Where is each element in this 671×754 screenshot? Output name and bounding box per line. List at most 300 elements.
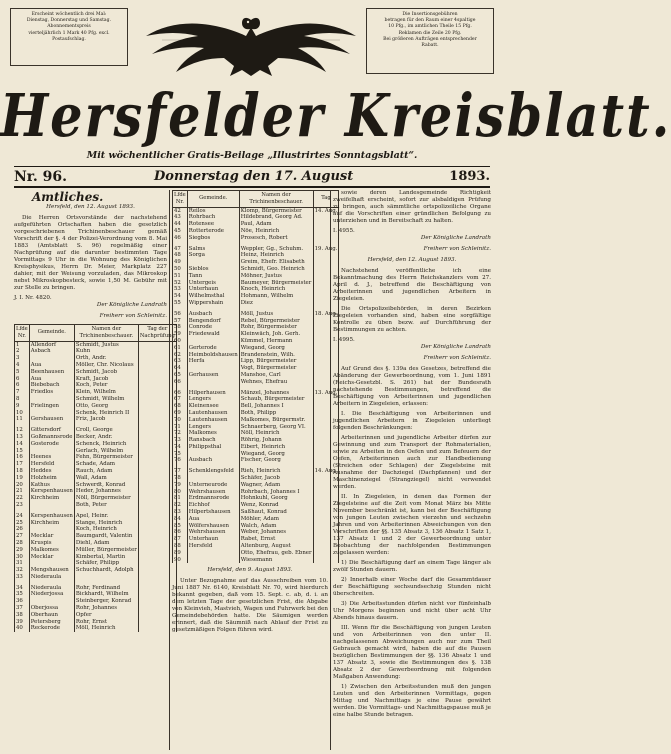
row-inspector: Diez <box>239 300 313 307</box>
table-row <box>173 207 339 214</box>
row-date <box>138 448 176 455</box>
row-number: 24 <box>15 513 30 520</box>
row-number: 73 <box>173 437 188 444</box>
table-row <box>15 403 177 410</box>
row-number: 1 <box>15 341 30 348</box>
row-number: 47 <box>173 246 188 253</box>
row-inspector: Schäfer, Jacob <box>239 475 313 482</box>
table-row <box>15 495 177 502</box>
row-number: 77 <box>173 468 188 475</box>
row-community: Mecklar <box>29 554 74 561</box>
row-number: 28 <box>15 540 30 547</box>
row-number: 78 <box>173 475 188 482</box>
row-number: 83 <box>173 509 188 516</box>
row-community: Herfa <box>187 358 239 365</box>
row-community: Aua <box>29 362 74 369</box>
row-number: 84 <box>173 516 188 523</box>
row-number: 65 <box>173 372 188 379</box>
row-number: 44 <box>173 221 188 228</box>
paragraph: 2) Innerhalb einer Woche darf die Gesammtdauer der Beschäftigung sechsundsechzig Stunden nicht überschreiten. <box>333 577 491 597</box>
row-community <box>187 557 239 564</box>
row-number: 43 <box>173 214 188 221</box>
row-inspector: Otto, Ehefrau, geb. Ebner <box>240 549 312 556</box>
row-date <box>138 560 176 567</box>
row-date <box>138 369 176 376</box>
table-row <box>173 252 339 259</box>
col-header: Gemeinde. <box>29 325 74 342</box>
row-community: Gosterode <box>29 441 74 448</box>
row-inspector: Friz, Jacob <box>74 416 138 423</box>
table-row <box>173 266 339 273</box>
row-number: 25 <box>15 520 30 527</box>
row-date <box>138 612 176 619</box>
row-inspector: Greim, Ehefr. Elisabeth <box>239 259 313 266</box>
row-community: Kerspenhausen <box>30 512 73 519</box>
row-inspector: Rohr, Ernst <box>74 619 138 626</box>
row-date <box>138 554 176 561</box>
row-inspector: Croll, George <box>74 427 138 434</box>
right-box-line: Rabatt. <box>421 43 439 49</box>
table-row <box>173 358 339 365</box>
row-number: 6 <box>15 376 30 383</box>
row-inspector: Orth, Andr. <box>74 355 138 362</box>
row-inspector: Schade, Adam <box>74 461 138 468</box>
paragraph: II. In Ziegeleien, in denen das Formen der Ziegelsteine auf die Zeit vom Monat März bis Mitte November beschränkt ist, kann bei der Beschäftigung von jungen Leuten zwischen vierzehn und sechzehn Jahren und von Arbeiterinnen Abweichungen von den Vorschriften der §§. 135 Absatz 3, 136 Absatz 1 Satz 1, 137 Absatz 1 und 2 der Gewerbeordnung unter Beobachtung der nachfolgenden Bestimmungen zugelassen werden: <box>333 494 491 556</box>
intro-place-date: Hersfeld, den 12. August 1893. <box>46 204 135 210</box>
row-inspector: Klomp, Bürgermeister <box>239 207 313 214</box>
signature-title: Der Königliche Landrath <box>96 302 167 308</box>
row-inspector: Koch, Heinrich <box>74 526 138 533</box>
row-inspector: Rauch, Adam <box>74 468 138 475</box>
register-table-2 <box>172 190 339 563</box>
reference-number: I. 4955. <box>333 228 355 234</box>
row-inspector: Bickhardt, Wilhelm <box>74 591 138 598</box>
row-inspector: Wiegand, Georg <box>239 451 313 458</box>
row-date <box>138 468 176 475</box>
row-number: 62 <box>173 352 188 359</box>
row-community: Mecklar <box>29 533 74 540</box>
row-community: Oberjossa <box>29 605 74 612</box>
row-inspector: Both, Philipp <box>239 410 313 417</box>
row-date: 13. Aug. <box>314 389 338 396</box>
row-number: 31 <box>15 560 30 567</box>
row-community: Kirchheim <box>29 495 74 502</box>
row-community <box>187 451 239 458</box>
row-community <box>29 560 74 567</box>
row-inspector: Paul, Adam <box>239 221 313 228</box>
row-inspector: Nöe, Heinrich <box>239 228 313 235</box>
row-number: 13 <box>15 434 30 441</box>
row-number: 53 <box>173 286 188 293</box>
header-rule-bottom <box>14 186 490 188</box>
col-header: Lfde Nr. <box>173 191 188 208</box>
row-inspector: Müller, Bürgermeister <box>75 546 137 553</box>
row-community: Reilos <box>187 207 239 214</box>
row-number: 23 <box>15 502 30 509</box>
row-date <box>138 441 176 448</box>
table-row <box>173 372 339 379</box>
issue-line <box>14 169 490 185</box>
row-inspector: Wagner, Adam <box>239 482 313 489</box>
row-community <box>29 448 74 455</box>
table-row <box>173 228 339 235</box>
row-number: 12 <box>15 427 30 434</box>
issue-number: Nr. 96. <box>14 169 67 185</box>
row-inspector: Nöll, Bürgermeister <box>74 495 138 502</box>
table-row <box>15 585 177 592</box>
row-date: 18. Aug. <box>314 310 338 317</box>
table-row <box>173 273 339 280</box>
table-row <box>173 557 339 564</box>
left-box-line: Abonnementspreis <box>47 24 91 30</box>
row-community: Rohrbach <box>187 214 239 221</box>
row-community <box>187 338 239 345</box>
row-inspector: Gerlach, Wilhelm <box>74 448 138 455</box>
row-date <box>138 348 176 355</box>
row-community: Kruspis <box>29 540 74 547</box>
row-inspector: Becker, Andr. <box>74 434 138 441</box>
signature-title: Der Königliche Landrath <box>420 344 491 350</box>
row-number: 59 <box>173 331 188 338</box>
row-number: 75 <box>173 451 188 458</box>
table-row <box>173 482 339 489</box>
place-date: Hersfeld, den 12. August 1893. <box>367 257 457 263</box>
row-date <box>138 396 176 403</box>
row-inspector: Knoch, Heinrich <box>239 286 313 293</box>
row-number: 79 <box>173 482 188 489</box>
table-row <box>15 448 177 455</box>
row-community: Allendorf <box>29 341 74 348</box>
row-community: Tann <box>187 273 239 280</box>
paragraph: Arbeiterinnen und jugendliche Arbeiter dürfen zur Gewinnung und zum Transport der Rohmaterialien, sowie zu Arbeiten in den Oefen und zum Befeuern der Oefen, Arbeiterinnen auch zur Handbedienung (Streichen oder Schlagen) der Ziegelsteine mit Ausnahme der Dachziegel (Dachpfannen) und der Maschinenziegel (Strangziegel) nicht verwendet werden. <box>333 435 491 490</box>
row-number: 46 <box>173 235 188 242</box>
reference-number: I. 4995. <box>333 337 355 343</box>
row-community: Philippsthal <box>187 444 239 451</box>
row-date <box>138 382 176 389</box>
row-inspector: Möll, Heinrich <box>74 625 138 632</box>
row-number: 37 <box>15 605 30 612</box>
row-number: 26 <box>15 526 30 533</box>
row-community: Mengshausen <box>29 567 74 574</box>
row-number: 61 <box>173 345 188 352</box>
row-number: 64 <box>173 365 188 372</box>
row-inspector: Baumgardt, Valentin <box>74 533 138 540</box>
table-row <box>15 554 177 561</box>
table-row <box>173 352 339 359</box>
row-date <box>138 585 176 592</box>
row-number: 36 <box>15 598 30 605</box>
table-row <box>173 390 339 397</box>
row-community: Schenklengsfeld <box>187 468 239 475</box>
column-3 <box>333 190 491 750</box>
row-community: Heimboldshausen <box>188 351 238 358</box>
row-inspector: Heinz, Heinrich <box>239 252 313 259</box>
row-number: 86 <box>173 529 188 536</box>
table-row <box>173 523 339 530</box>
table-row <box>173 214 339 221</box>
table-row <box>15 468 177 475</box>
row-date <box>138 619 176 626</box>
row-inspector: Kümmel, Hermann <box>239 338 313 345</box>
row-community: Ausbach <box>187 311 239 318</box>
row-number: 66 <box>173 379 188 386</box>
row-community: Heenes <box>29 454 74 461</box>
row-inspector: Weber, Johannes <box>239 529 313 536</box>
row-number: 11 <box>15 416 30 423</box>
table-row <box>15 619 177 626</box>
row-community <box>187 259 239 266</box>
row-inspector: Schäfer, Philipp <box>74 560 138 567</box>
row-number: 56 <box>173 311 188 318</box>
signature-title: Der Königliche Landrath <box>420 235 491 241</box>
row-inspector: Klein, Wilhelm <box>74 389 138 396</box>
row-number: 4 <box>15 362 30 369</box>
row-inspector: Wall, Adam <box>74 475 138 482</box>
row-community: Niederjossa <box>29 591 74 598</box>
row-community <box>187 379 239 386</box>
row-inspector: Möller, Chr. Nicolaus <box>74 362 138 369</box>
row-number: 7 <box>15 389 30 396</box>
row-number: 5 <box>15 369 30 376</box>
row-date <box>138 605 176 612</box>
row-date <box>138 513 176 520</box>
row-inspector: Rohrbach, Johannes I <box>239 489 313 496</box>
row-date <box>138 389 176 396</box>
row-community: Kirchheim <box>29 520 74 527</box>
row-community <box>29 355 74 362</box>
issue-year: 1893. <box>449 169 490 184</box>
row-community <box>187 475 239 482</box>
section-heading: Amtliches. <box>32 190 104 204</box>
row-community: Hersfeld <box>187 543 239 550</box>
table-row <box>15 410 177 417</box>
table-row <box>173 502 339 509</box>
reference-number: J. I. Nr. 4820. <box>14 295 52 301</box>
table-row <box>15 389 177 396</box>
table-row <box>15 605 177 612</box>
row-community: Salms <box>187 246 239 253</box>
table-row <box>173 430 339 437</box>
table-row <box>173 475 339 482</box>
row-community: Aua <box>187 516 239 523</box>
row-community: Friedlos <box>29 389 74 396</box>
table-row <box>173 410 339 417</box>
row-number: 57 <box>173 318 188 325</box>
row-inspector: Opfer <box>74 612 138 619</box>
row-inspector: Mänzel, Johannes <box>239 390 313 397</box>
table-row <box>173 509 339 516</box>
row-community <box>29 598 74 605</box>
row-inspector: Hildebrand, Georg Ad. <box>239 214 313 221</box>
row-inspector: Steinberger, Konrad <box>74 598 138 605</box>
row-inspector: Brandenstein, Wilh. <box>239 352 313 359</box>
table-row <box>173 338 339 345</box>
row-community <box>187 365 239 372</box>
table-row <box>15 513 177 520</box>
row-date: 14. Aug. <box>314 207 338 214</box>
row-date <box>138 598 176 605</box>
row-date <box>138 362 176 369</box>
row-number: 40 <box>15 625 30 632</box>
left-box-line: Postaufschlag. <box>52 36 86 42</box>
table-row <box>15 475 177 482</box>
right-box-line: Die Insertionsgebühren <box>402 12 458 17</box>
table-row <box>15 369 177 376</box>
table-row <box>15 488 177 495</box>
table-row <box>173 424 339 431</box>
row-number: 19 <box>15 475 30 482</box>
row-community: Beenhausen <box>29 369 74 376</box>
row-inspector: Kraft, Jacob <box>74 376 138 383</box>
row-date <box>138 540 176 547</box>
row-number: 42 <box>173 207 188 214</box>
row-community: Reckerode <box>29 625 74 632</box>
table-row <box>15 502 177 509</box>
row-community: Ransbach <box>187 437 239 444</box>
table-row <box>15 416 177 423</box>
row-number: 21 <box>15 488 30 495</box>
row-inspector: Rabet, Ernst <box>239 536 313 543</box>
row-number: 85 <box>173 523 188 530</box>
eagle-emblem-icon <box>142 6 360 78</box>
left-box-line: vierteljährlich 1 Mark 40 Pfg. excl. <box>28 30 110 36</box>
table-row <box>15 427 177 434</box>
row-community: Untergeis <box>187 280 239 287</box>
row-community: Gerhausen <box>187 372 239 379</box>
table-row <box>173 379 339 386</box>
row-date <box>138 416 176 423</box>
row-number: 32 <box>15 567 30 574</box>
row-community: Wehrshausen <box>187 529 239 536</box>
row-inspector: Möll, Justus <box>239 311 313 318</box>
row-number: 80 <box>173 489 188 496</box>
table-row <box>173 235 339 242</box>
row-community: Friedewald <box>187 331 239 338</box>
table-row <box>173 300 339 307</box>
masthead-title: Hersfelder Kreisblatt. <box>0 82 671 151</box>
row-community: Aua <box>29 376 74 383</box>
row-inspector: Bell, Johannes I <box>239 403 313 410</box>
row-number: 52 <box>173 280 188 287</box>
table-row <box>15 341 177 348</box>
table-row <box>173 246 339 253</box>
row-number: 6 <box>15 382 30 389</box>
row-number: 35 <box>15 591 30 598</box>
row-number: 8 <box>15 396 30 403</box>
left-box-line: Dienstag, Donnerstag und Samstag. <box>26 18 112 24</box>
table-row <box>173 396 339 403</box>
row-community: Petersberg <box>29 619 74 626</box>
row-inspector: Heder, Johannes <box>74 488 138 495</box>
row-inspector: Rebel, Bürgermeister <box>239 318 313 325</box>
row-number: 54 <box>173 293 188 300</box>
row-number: 72 <box>173 430 188 437</box>
row-number: 45 <box>173 228 188 235</box>
row-inspector: Walch, Adam <box>239 523 313 530</box>
table-row <box>15 434 177 441</box>
row-inspector: Malkomes, Bürgermstr. <box>239 417 313 424</box>
row-number: 87 <box>173 536 188 543</box>
paragraph: 3) Die Arbeitsstunden dürfen nicht vor fünfeinhalb Uhr Morgens beginnen und nicht über acht Uhr Abends hinaus dauern. <box>333 601 491 621</box>
row-number: 30 <box>15 554 30 561</box>
row-community <box>187 550 239 557</box>
issue-date: Donnerstag den 17. August <box>154 169 354 184</box>
row-date <box>138 502 176 509</box>
table-row <box>15 396 177 403</box>
table-row <box>173 437 339 444</box>
row-date <box>138 475 176 482</box>
row-number: 90 <box>173 557 188 564</box>
table-row <box>15 540 177 547</box>
table-row <box>15 461 177 468</box>
row-inspector: Saßhaut, Konrad <box>239 509 313 516</box>
row-community: Kleinensee <box>187 403 239 410</box>
row-community: Conrode <box>187 324 239 331</box>
row-inspector: Rohr, Johannes <box>74 605 138 612</box>
table-row <box>15 441 177 448</box>
row-inspector: Apel, Heinr. <box>74 513 138 520</box>
row-date <box>138 591 176 598</box>
register-table-1 <box>14 324 177 632</box>
column-2 <box>172 190 338 750</box>
row-community: Lautenhausen <box>187 417 239 424</box>
row-number: 2 <box>15 348 30 355</box>
row-inspector: Schuchhardt, Adolph <box>74 567 138 574</box>
row-community: Unterneurode <box>187 482 239 489</box>
row-community: Erdmannsrode <box>187 495 239 502</box>
table-row <box>15 533 177 540</box>
row-community: Kathus <box>29 482 74 489</box>
row-community: Wölfershausen <box>187 523 239 530</box>
row-community: Niederaula <box>29 585 74 592</box>
row-date <box>138 520 176 527</box>
row-community: Lengers <box>187 396 239 403</box>
row-inspector: Otto, Georg <box>74 403 138 410</box>
row-inspector <box>74 574 138 581</box>
signature-name: Freiherr von Schleinitz. <box>423 355 491 361</box>
row-community: Rotensee <box>187 221 239 228</box>
row-community: Wehrshausen <box>187 489 239 496</box>
table-row <box>15 625 177 632</box>
paragraph: Nachstehend veröffentliche ich eine Bekanntmachung des Herrn Reichskanzlers vom 27. April d. J., betreffend die Beschäftigung von Arbeiterinnen und jugendlichen Arbeitern in Ziegeleien. <box>333 268 491 302</box>
row-date <box>138 341 176 348</box>
row-inspector: Schenk, Heinrich II <box>74 410 138 417</box>
masthead-subtitle: Mit wöchentlicher Gratis-Beilage „Illustrirtes Sonntagsblatt“. <box>86 150 418 161</box>
row-inspector: Hohnkuhl, Georg <box>239 495 313 502</box>
row-date <box>138 567 176 574</box>
table-row <box>15 526 177 533</box>
row-date <box>138 625 176 632</box>
row-community: Holzheim <box>29 475 74 482</box>
row-community: Hilpertshausen <box>187 509 239 516</box>
row-community: Biebebach <box>29 382 74 389</box>
table-row <box>173 221 339 228</box>
row-community: Gerterode <box>187 345 239 352</box>
row-number: 50 <box>173 266 188 273</box>
row-date <box>138 482 176 489</box>
table-row <box>173 293 339 300</box>
row-date: 14. Aug. <box>314 468 338 475</box>
row-date <box>138 533 176 540</box>
table-row <box>173 331 339 338</box>
row-number: 69 <box>173 410 188 417</box>
col-header: Namen der Trichinenbeschauer. <box>74 325 138 342</box>
table-row <box>15 520 177 527</box>
row-inspector: Koch, Peter <box>74 382 138 389</box>
paragraph: sowie deren Landesgemeinde Richtigkeit zweifelhaft erscheint, sofort zur alsbaldigen Prüfung zu bringen, auch sämmtliche ortspolizeiliche Organe auf die Vorschriften einer gründlichen Befolgung zu unterziehen und in Bereitschaft zu halten. <box>333 190 491 224</box>
row-inspector: Hohmann, Wilhelm <box>239 293 313 300</box>
row-number: 16 <box>15 454 30 461</box>
